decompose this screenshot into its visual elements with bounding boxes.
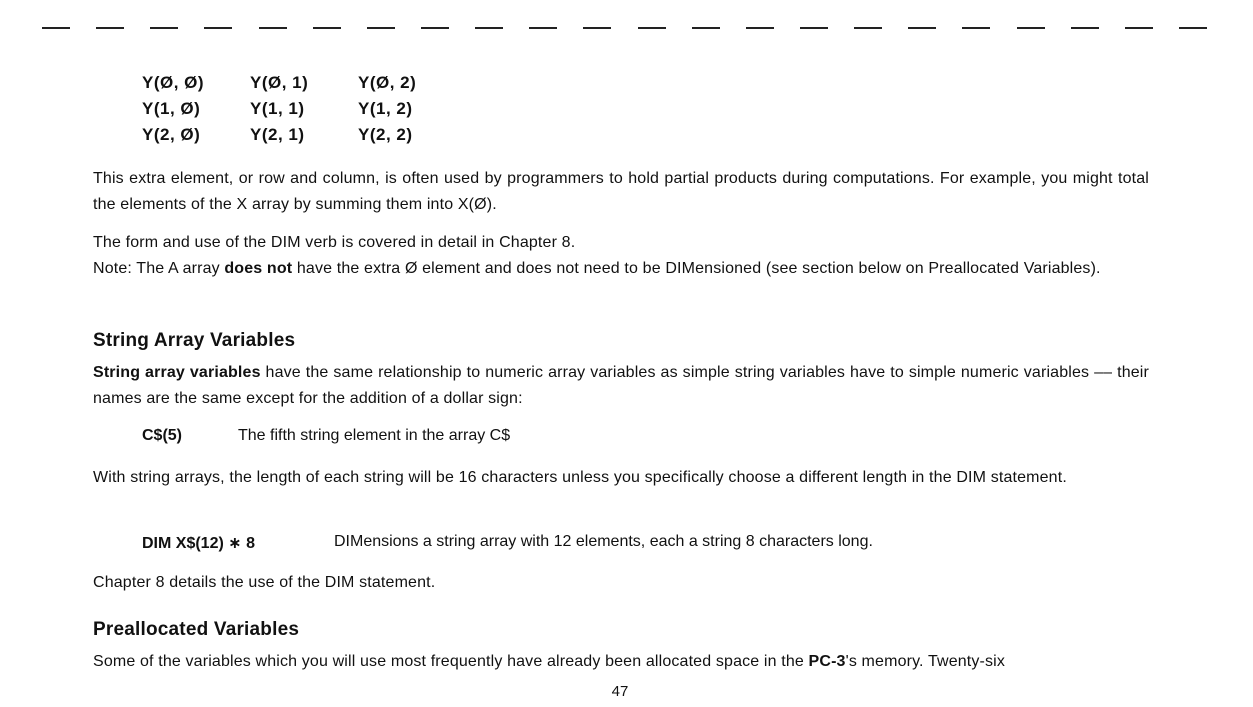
page-number: 47 (611, 683, 629, 700)
string-arrays-heading: String Array Variables (93, 330, 296, 351)
grid-cell: Y(2, Ø) (142, 125, 201, 144)
string-arrays-term: String array variables (93, 364, 261, 381)
note-paragraph (93, 256, 1149, 282)
chapter-ref-paragraph: Chapter 8 details the use of the DIM statement. (93, 574, 436, 591)
grid-cell: Y(1, 2) (358, 99, 413, 118)
string-length-paragraph: With string arrays, the length of each string will be 16 characters unless you specifically choose a different length in the DIM statement. (93, 469, 1067, 486)
note-prefix: Note: The A array (93, 260, 225, 277)
note-bold: does not (224, 260, 293, 277)
example-desc-1: The fifth string element in the array C$ (238, 427, 511, 444)
example-desc-2: DIMensions a string array with 12 elements, each a string 8 characters long. (334, 533, 873, 550)
preallocated-paragraph (93, 649, 1149, 675)
grid-cell: Y(Ø, 1) (250, 73, 309, 92)
note-suffix: have the extra Ø element and does not need to be DIMensioned (see section below on Preallocated Variables). (292, 260, 1101, 277)
array-element-grid (142, 72, 466, 146)
grid-cell: Y(Ø, Ø) (142, 73, 205, 92)
preallocated-heading: Preallocated Variables (93, 619, 300, 640)
preallocated-text-suffix: 's memory. Twenty-six (845, 653, 1006, 670)
top-dashed-rule (42, 27, 1207, 29)
pc3-bold: PC-3 (808, 653, 846, 670)
grid-cell: Y(Ø, 2) (358, 73, 417, 92)
grid-cell: Y(1, 1) (250, 99, 305, 118)
preallocated-text-prefix: Some of the variables which you will use most frequently have already been allocated space in the (93, 653, 809, 670)
grid-cell: Y(2, 2) (358, 125, 413, 144)
grid-cell: Y(2, 1) (250, 125, 305, 144)
grid-cell: Y(1, Ø) (142, 99, 201, 118)
example-code-2: DIM X$(12) ∗ 8 (142, 535, 255, 552)
extra-element-paragraph: This extra element, or row and column, is often used by programmers to hold partial products during computations. For example, you might total the elements of the X array by summing them into X(Ø). (93, 170, 1149, 213)
string-arrays-intro (93, 360, 1149, 412)
example-code-1: C$(5) (142, 427, 183, 444)
string-arrays-intro-text: have the same relationship to numeric array variables as simple string variables have to simple numeric variables –– their names are the same except for the addition of a dollar sign: (93, 364, 1149, 407)
dim-reference-paragraph: The form and use of the DIM verb is covered in detail in Chapter 8. (93, 234, 576, 251)
